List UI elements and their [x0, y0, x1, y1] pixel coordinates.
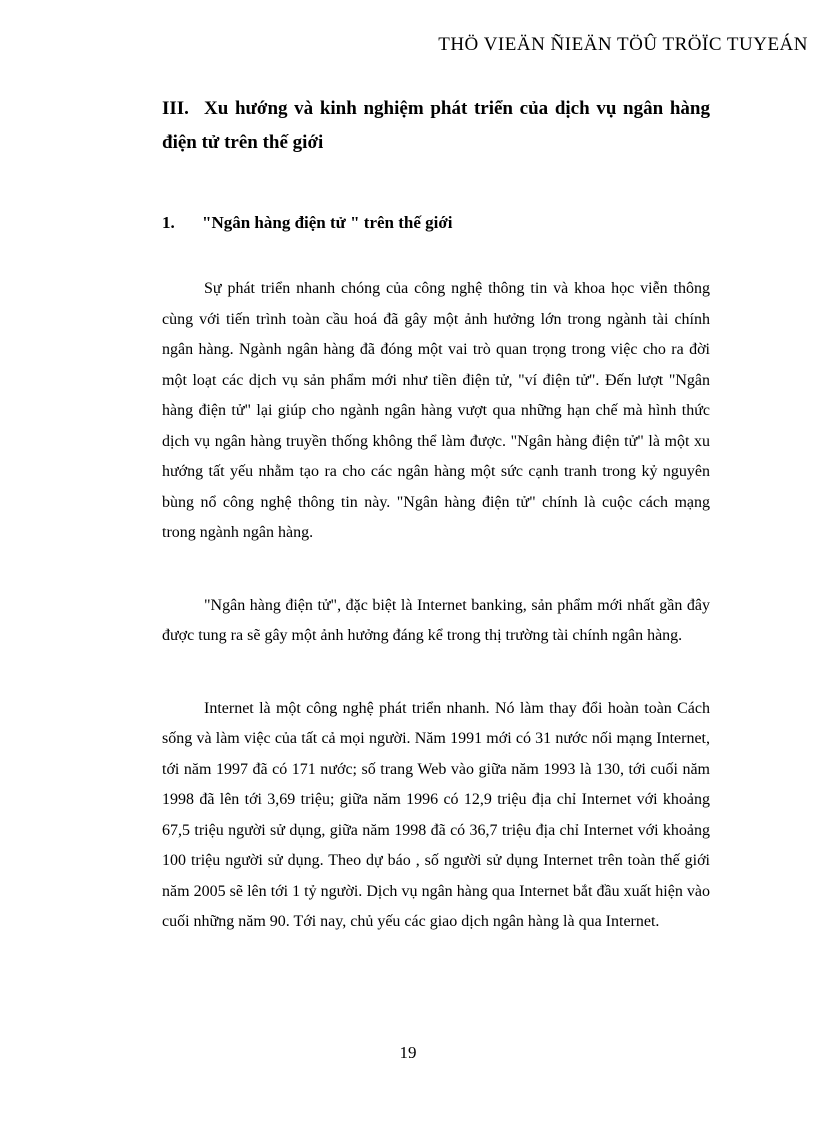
section-title: Xu hướng và kinh nghiệm phát triển của dịch vụ ngân hàng điện tử trên thế giới	[162, 98, 710, 153]
section-heading	[162, 92, 710, 160]
page-number: 19	[399, 1043, 417, 1062]
subsection-title: "Ngân hàng điện tử " trên thế giới	[202, 213, 453, 232]
paragraph-2: "Ngân hàng điện tử", đặc biệt là Internet banking, sản phẩm mới nhất gần đây được tung ra sẽ gây một ảnh hưởng đáng kể trong thị trường tài chính ngân hàng.	[162, 596, 710, 644]
subsection-number: 1.	[162, 213, 175, 232]
section-number: III.	[162, 98, 189, 119]
page-content	[162, 92, 710, 938]
subsection-heading	[162, 210, 710, 236]
paragraph-3: Internet là một công nghệ phát triển nhanh. Nó làm thay đổi hoàn toàn Cách sống và làm việc của tất cả mọi người. Năm 1991 mới có 31 nước nối mạng Internet, tới năm 1997 đã có 171 nước; số trang Web vào giữa năm 1993 là 130, tới cuối năm 1998 đã lên tới 3,69 triệu; giữa năm 1996 có 12,9 triệu địa chỉ Internet với khoảng 67,5 triệu người sử dụng, giữa năm 1998 đã có 36,7 triệu địa chỉ Internet với khoảng 100 triệu người sử dụng. Theo dự báo , số người sử dụng Internet trên toàn thế giới năm 2005 sẽ lên tới 1 tỷ người. Dịch vụ ngân hàng qua Internet bắt đầu xuất hiện vào cuối những năm 90. Tới nay, chủ yếu các giao dịch ngân hàng là qua Internet.	[162, 699, 710, 930]
running-header: THÖ VIEÄN ÑIEÄN TÖÛ TRÖÏC TUYEÁN	[438, 34, 808, 55]
paragraph-1: Sự phát triển nhanh chóng của công nghệ thông tin và khoa học viễn thông cùng với tiến trình toàn cầu hoá đã gây một ảnh hưởng lớn trong ngành tài chính ngân hàng. Ngành ngân hàng đã đóng một vai trò quan trọng trong việc cho ra đời một loạt các dịch vụ sản phẩm mới như tiền điện tử, "ví điện tử". Đến lượt "Ngân hàng điện tử" lại giúp cho ngành ngân hàng vượt qua những hạn chế mà hình thức dịch vụ ngân hàng truyền thống không thể làm được. "Ngân hàng điện tử" là một xu hướng tất yếu nhằm tạo ra cho các ngân hàng một sức cạnh tranh trong kỷ nguyên bùng nổ công nghệ thông tin này. "Ngân hàng điện tử" chính là cuộc cách mạng trong ngành ngân hàng.	[162, 280, 710, 541]
